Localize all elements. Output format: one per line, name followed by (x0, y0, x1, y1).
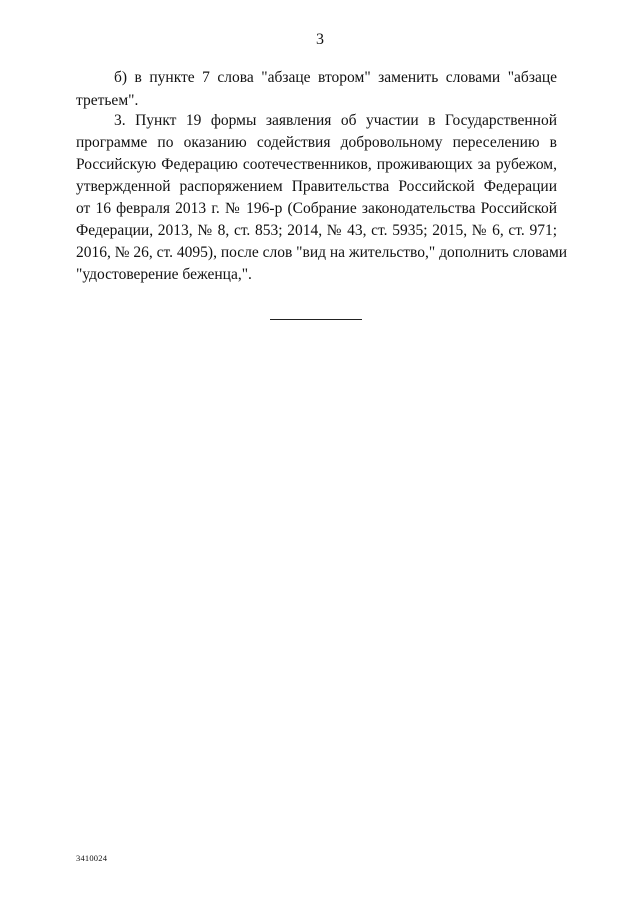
end-separator-line (270, 319, 362, 320)
text-line: 3. Пункт 19 формы заявления об участии в Государственной (114, 112, 557, 129)
text-line: от 16 февраля 2013 г. № 196-р (Собрание законодательства Российской (76, 200, 557, 217)
text-line: Федерации, 2013, № 8, ст. 853; 2014, № 43, ст. 5935; 2015, № 6, ст. 971; (76, 222, 557, 239)
text-line: б) в пункте 7 слова "абзаце втором" заменить словами "абзаце (114, 69, 557, 86)
text-line: третьем". (76, 92, 139, 109)
text-line: "удостоверение беженца,". (76, 266, 252, 283)
text-line: Российскую Федерацию соотечественников, проживающих за рубежом, (76, 156, 557, 173)
document-code: 3410024 (76, 853, 108, 863)
text-line: утвержденной распоряжением Правительства Российской Федерации (76, 178, 557, 195)
page-number: 3 (316, 31, 324, 48)
text-line: программе по оказанию содействия добровольному переселению в (76, 134, 557, 151)
text-line: 2016, № 26, ст. 4095), после слов "вид на жительство," дополнить словами (76, 244, 568, 261)
